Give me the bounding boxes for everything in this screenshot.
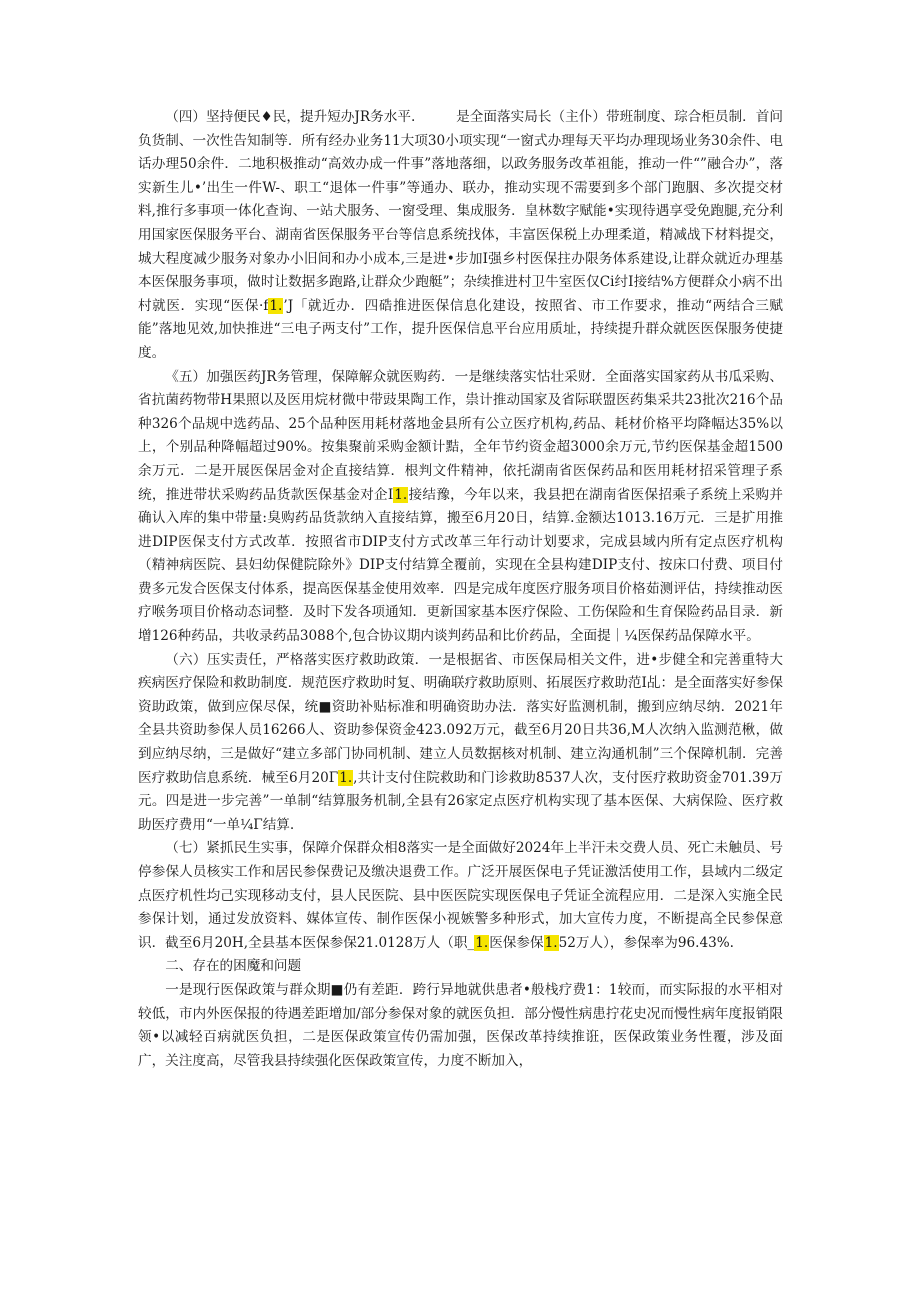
paragraph-text: ,共计支付住院救助和门诊救助8537人次，支付医疗救助资金701.39万元。四是进一步完善”一单制“结算服务机制,全县有26家定点医疗机构实现了基本医保、大病保险、医疗救助医疗费用“一单¼Γ结算. [138,769,783,833]
highlight-mark: 1. [269,297,283,314]
paragraph-section-7 [138,837,783,955]
paragraph-text: 52万人），参保率为96.43%. [558,934,734,951]
heading-text: 二、存在的困魔和问题 [165,958,302,975]
paragraph-text: （四）坚持便民♦民，提升短办JR务水平. 是全面落实局长（主仆）带班制度、琮合柜员制．首问负货制、一次性告知制等．所有经办业务11大项30小项实现“一窗式办理每天平均办理现场业务30余件、电话办理50余件．二地积极推动“高效办成一件事”落地落细，以政务服务改革祖能，推动一件“”融合办”，落实新生儿•’出生一件W-、职工“退体一件事”等通办、联办，推动实现不需要到多个部门跑胭、多次提交材料,推行多事项一体化查询、一站犬服务、一窗受理、集成服务．皇林数字赋能•实现待遇享受免跑腿,充分利用国家医保服务平台、湖南省医保服务平台等信息系统找体，丰富医保税上办理柔道，精减战下材料提交，城大程度减少服务对象办小旧间和办小成本,三是进•步加I强乡村医保拄办限务体系建设,让群众就近办理基本医保服务事项，做时让数据多跑路,让群众少跑艇”；杂续推进村卫牛室医仅Ci纣I接结%方便群众小病不出村就医．实现“医保·f [138,109,783,314]
paragraph-section-5 [138,366,783,649]
paragraph-text: ’J「就近办．四硞推进医保信息化建设，按照省、市工作要求，推动“两结合三赋能”落地见效,加快推进“三电子两支付”工作，提升医保信息平台应用质址，持续提升群众就医医保服务使捷度。 [138,297,783,361]
document-page [138,106,783,1073]
paragraph-text: 医保参保 [489,934,544,951]
paragraph-text: （七）紧抓民生实事，保障介保群众相8落实一是全面做好2024年上半汗未交费人员、死亡未触员、号停参保人员核实工作和居民参保费记及缴决退费工作。广泛开展医保电子凭证激活使用工作，县域内二级定点医疗机性均己实现移动支付，县人民医院、县中医医院实现医保电子凭证全流程应用．二是深入实施全民参保计划，通过发放资料、媒体宣传、制作医保小视嫉警多种形式，加大宣传力度，不断提高全民参保意识．截至6月20H,全县基本医保参保21.0128万人（职_ [138,840,783,951]
paragraph-text: （六）压实责任，严格落实医疗救助政策．一是根据省、市医保局相关文件，进•步健全和完善重特大疾病医疗保险和救助制度．规范医疗救助时复、明确联疗救助原则、拓展医疗救助范I乩：是全面落实好参保资助政策，做到应保尽保，统■资助补贴标准和明确资助办法．落实好监测机制，搬到应纳尽纳．2021年全县共资助参保人员16266人、资助参保资金423.092万元，截至6月20日共36,M人次纳入监测范楸，做到应纳尽纳，三是做好“建立多部门协同机制、建立人员数据核对机制、建立沟通机制”三个保障机制．完善医疗救助信息系统．械至6月20Γ [138,651,783,786]
highlight-mark: 1. [475,934,489,951]
paragraph-text: 一是现行医保政策与群众期■仍有差距．跨行异地就供患者•般栈疗费1：1较而，而实际报的水平相对较低，市内外医保报的待遇差距增加/部分参保对象的就医负担．部分慢性病患拧花史况而慢性病年度报销限领•以减轻百病就医负担，二是医保政策宣传仍需加强，医保改革持续推诳，医保政策业务性覆，涉及面广，关注度高，尽管我县持续强化医保政策宣传，力度不断加入， [138,981,783,1069]
highlight-mark: 1. [394,486,408,503]
highlight-mark: 1. [544,934,558,951]
paragraph-section-6 [138,649,783,838]
highlight-mark: 1. [339,769,353,786]
paragraph-text: 接结豫，今年以来，我县把在湖南省医保招乘子系统上采购并确认入库的集中带量:臭购药品货款纳入直接结算，搬至6月20日，结算.金额达1013.16万元．三是扩用推进DIP医保支付方式改革．按照省市DIP支付方式改革三年行动计划要求，完成县域内所有定点医疗机构（精神病医院、县妇幼保健院除外》DIP支付结算全覆前，实现在全县构建DIP支付、按床口付费、项目付费多元发合医保支付体系，提高医保基金使用效率．四是完成年度医疗服务项目价格茹测评估，持续推动医疗喉务项目价格动态词整．及时下发各项通知．更新国家基本医疗保险、工伤保险和生育保险药品目录．新增126种药品，共收录药品3088个,包合协议期内谈判药品和比价药品，全面提｜¼医保药品保障水平。 [138,486,784,645]
section-heading-problems [138,955,783,979]
paragraph-section-4 [138,106,783,366]
paragraph-text: 《五）加强医药JR务管理，保障解众就医购药．一是继续落实怙壮采财．全面落实国家药从书瓜采购、省抗菌药物带H果照以及医用烷材微中带豉果陶工作，祟计推动国家及省际联盟医药集采共23批次216个品种326个品规中选药品、25个品种医用耗材落地金县所有公立医疗机构,药品、耗材价格平均降幅达35%以上，个别品种降幅超过90%。按集聚前采购金额计黠，全年节约资金超3000余万元,节约医保基金超1500余万元．二是开展医保居金对企直接结算．根判文件精神，依托湖南省医保药品和医用耗材招采管理子系统，推进带状采购药品货款医保基金对企I [138,368,783,503]
paragraph-problems [138,979,783,1073]
